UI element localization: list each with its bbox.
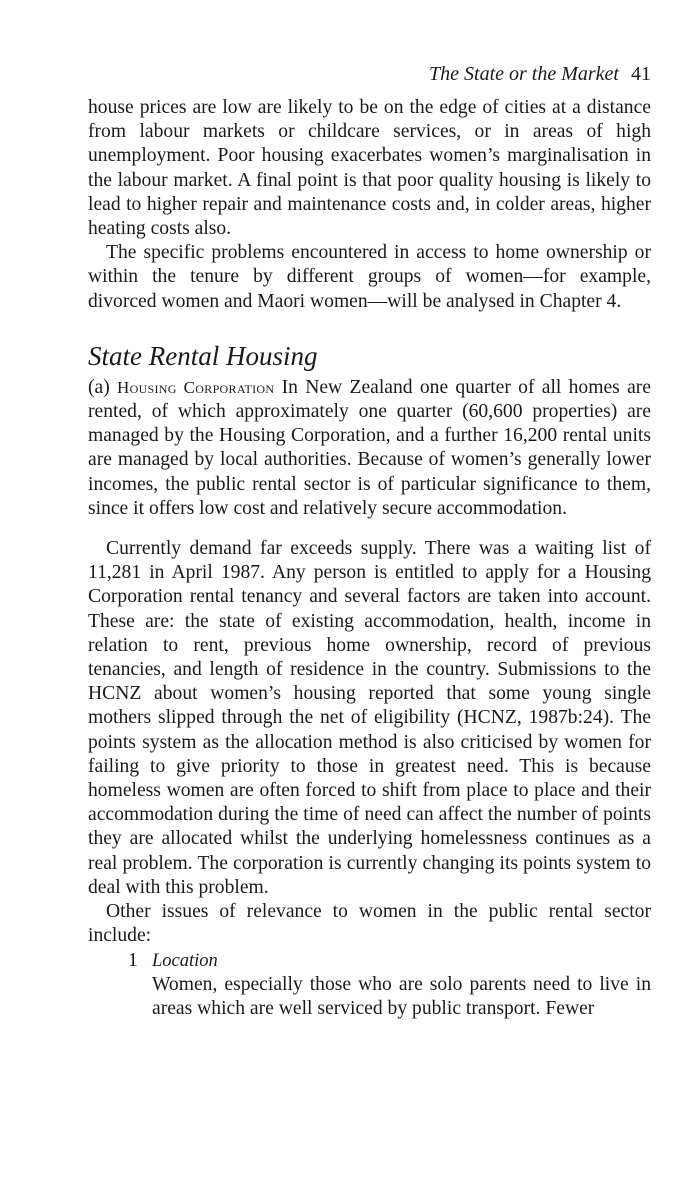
paragraph-housing-corporation — [88, 376, 651, 521]
paragraph-continued: house prices are low are likely to be on the edge of cities at a distance from labour markets or childcare services, or in areas of high unemployment. Poor housing exacerbates women’s marginalisation in the labour market. A final point is that poor quality housing is likely to lead to higher repair and maintenance costs and, in colder areas, higher heating costs also. — [88, 97, 651, 240]
list-item-title: Location — [152, 950, 218, 971]
page-body — [88, 58, 651, 1021]
paragraph-specific-problems: The specific problems encountered in access to home ownership or within the tenure by different groups of women—for example, divorced women and Maori women—will be analysed in Chapter 4. — [88, 242, 651, 312]
list-item — [128, 949, 651, 1022]
subsection-text: In New Zealand one quarter of all homes are rented, of which approximately one quarter (60,600 properties) are managed by the Housing Corporation, and a further 16,200 rental units are managed by local authorities. Because of women’s generally lower incomes, the public rental sector is of particular significance to them, since it offers low cost and relatively secure accommodation. — [88, 376, 651, 519]
section-heading: State Rental Housing — [88, 340, 318, 371]
list-item-body: Women, especially those who are solo parents need to live in areas which are well serviced by public transport. Fewer — [152, 973, 651, 1019]
subsection-marker: (a) — [88, 376, 110, 398]
list-item-number: 1 — [128, 949, 138, 971]
paragraph-other-issues: Other issues of relevance to women in the public rental sector include: — [88, 901, 651, 947]
paragraph-demand: Currently demand far exceeds supply. There was a waiting list of 11,281 in April 1987. Any person is entitled to apply for a Housing Corporation rental tenancy and several factors are taken into account. These are: the state of existing accommodation, health, income in relation to rent, previous home ownership, record of previous tenancies, and length of residence in the country. Submissions to the HCNZ about women’s housing reported that some young single mothers slipped through the net of eligibility (HCNZ, 1987b:24). The points system as the allocation method is also criticised by women for failing to give priority to those in greatest need. This is because homeless women are often forced to shift from place to place and their accommodation during the time of need can affect the number of points they are allocated whilst the underlying homelessness continues as a real problem. The corporation is currently changing its points system to deal with this problem. — [88, 538, 651, 898]
subsection-label: Housing Corporation — [117, 377, 275, 397]
running-head-title: The State or the Market — [429, 63, 619, 85]
page-number: 41 — [631, 63, 651, 85]
